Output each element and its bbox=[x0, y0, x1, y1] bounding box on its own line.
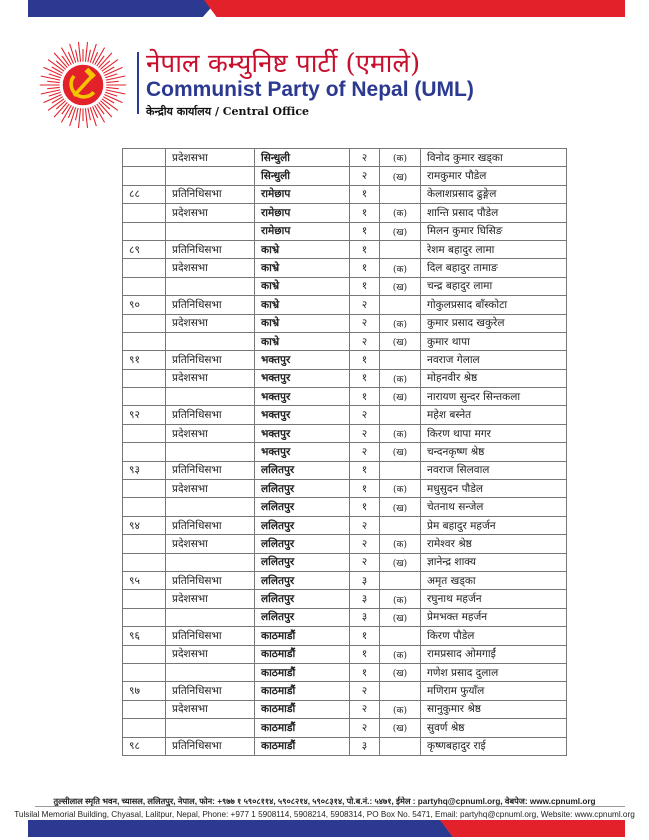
candidate-name: नवराज सिलवाल bbox=[421, 461, 567, 479]
row-number: ९३ bbox=[123, 461, 166, 479]
sub-constituency bbox=[380, 351, 421, 369]
sun-ray bbox=[97, 56, 104, 66]
assembly-type: प्रदेशसभा bbox=[166, 204, 255, 222]
row-number bbox=[123, 480, 166, 498]
constituency: १ bbox=[350, 369, 380, 387]
candidate-name: कुमार प्रसाद खकुरेल bbox=[421, 314, 567, 332]
candidate-name: दिल बहादुर तामाङ bbox=[421, 259, 567, 277]
sub-constituency: (ख) bbox=[380, 608, 421, 626]
bottom-blue-band bbox=[28, 820, 453, 837]
sub-constituency: (ख) bbox=[380, 719, 421, 737]
district: सिन्धुली bbox=[255, 149, 350, 167]
district: काठमाडौं bbox=[255, 645, 350, 663]
constituency: २ bbox=[350, 516, 380, 534]
constituency: ३ bbox=[350, 608, 380, 626]
sub-constituency: (क) bbox=[380, 535, 421, 553]
row-number bbox=[123, 314, 166, 332]
top-blue-band bbox=[28, 0, 218, 17]
sun-ray bbox=[106, 87, 119, 88]
table-row bbox=[123, 480, 567, 498]
sub-constituency: (क) bbox=[380, 369, 421, 387]
sub-constituency bbox=[380, 516, 421, 534]
table-row bbox=[123, 259, 567, 277]
candidate-name: गणेश प्रसाद दुलाल bbox=[421, 663, 567, 681]
constituency: २ bbox=[350, 406, 380, 424]
assembly-type: प्रतिनिधिसभा bbox=[166, 351, 255, 369]
assembly-type bbox=[166, 719, 255, 737]
candidate-name: चन्द्र बहादुर लामा bbox=[421, 277, 567, 295]
candidate-name: मोहनवीर श्रेष्ठ bbox=[421, 369, 567, 387]
candidate-name: सानुकुमार श्रेष्ठ bbox=[421, 700, 567, 718]
candidate-name: रघुनाथ महर्जन bbox=[421, 590, 567, 608]
district: काभ्रे bbox=[255, 296, 350, 314]
assembly-type: प्रदेशसभा bbox=[166, 369, 255, 387]
district: रामेछाप bbox=[255, 204, 350, 222]
district: काभ्रे bbox=[255, 314, 350, 332]
constituency: २ bbox=[350, 332, 380, 350]
table-row bbox=[123, 388, 567, 406]
sub-constituency bbox=[380, 240, 421, 258]
assembly-type bbox=[166, 498, 255, 516]
assembly-type bbox=[166, 443, 255, 461]
sub-constituency: (क) bbox=[380, 645, 421, 663]
candidate-name: प्रेम बहादुर महर्जन bbox=[421, 516, 567, 534]
party-name-nepali: नेपाल कम्युनिष्ट पार्टी (एमाले) bbox=[146, 49, 421, 79]
candidate-name: विनोद कुमार खड्का bbox=[421, 149, 567, 167]
row-number: ९० bbox=[123, 296, 166, 314]
assembly-type: प्रदेशसभा bbox=[166, 149, 255, 167]
row-number bbox=[123, 149, 166, 167]
constituency: २ bbox=[350, 443, 380, 461]
district: ललितपुर bbox=[255, 590, 350, 608]
constituency: २ bbox=[350, 296, 380, 314]
table-row bbox=[123, 222, 567, 240]
assembly-type: प्रतिनिधिसभा bbox=[166, 185, 255, 203]
district: काठमाडौं bbox=[255, 700, 350, 718]
constituency: २ bbox=[350, 167, 380, 185]
sub-constituency bbox=[380, 185, 421, 203]
party-name-english: Communist Party of Nepal (UML) bbox=[146, 78, 474, 101]
sub-constituency: (क) bbox=[380, 204, 421, 222]
constituency: २ bbox=[350, 553, 380, 571]
district: काभ्रे bbox=[255, 240, 350, 258]
constituency: १ bbox=[350, 388, 380, 406]
row-number bbox=[123, 645, 166, 663]
assembly-type bbox=[166, 663, 255, 681]
district: काठमाडौं bbox=[255, 627, 350, 645]
district: काठमाडौं bbox=[255, 682, 350, 700]
candidate-name: कुमार थापा bbox=[421, 332, 567, 350]
constituency: १ bbox=[350, 663, 380, 681]
assembly-type bbox=[166, 222, 255, 240]
assembly-type: प्रदेशसभा bbox=[166, 535, 255, 553]
row-number bbox=[123, 663, 166, 681]
sun-ray bbox=[76, 50, 79, 62]
candidate-name: चन्दनकृष्ण श्रेष्ठ bbox=[421, 443, 567, 461]
row-number bbox=[123, 590, 166, 608]
assembly-type bbox=[166, 332, 255, 350]
sun-ray bbox=[85, 108, 87, 128]
candidate-name: मधुसुदन पौडेल bbox=[421, 480, 567, 498]
table-row bbox=[123, 498, 567, 516]
sun-ray bbox=[56, 101, 65, 109]
row-number bbox=[123, 553, 166, 571]
district: सिन्धुली bbox=[255, 167, 350, 185]
candidate-name: नारायण सुन्दर सिन्तकला bbox=[421, 388, 567, 406]
row-number: ९७ bbox=[123, 682, 166, 700]
constituency: १ bbox=[350, 351, 380, 369]
district: रामेछाप bbox=[255, 185, 350, 203]
sub-constituency: (ख) bbox=[380, 388, 421, 406]
constituency: ३ bbox=[350, 571, 380, 589]
constituency: १ bbox=[350, 480, 380, 498]
table-row bbox=[123, 332, 567, 350]
table-row bbox=[123, 645, 567, 663]
table-row bbox=[123, 535, 567, 553]
assembly-type: प्रदेशसभा bbox=[166, 259, 255, 277]
row-number bbox=[123, 332, 166, 350]
constituency: १ bbox=[350, 204, 380, 222]
candidate-name: मणिराम फुयाँल bbox=[421, 682, 567, 700]
assembly-type: प्रदेशसभा bbox=[166, 590, 255, 608]
sub-constituency: (ख) bbox=[380, 443, 421, 461]
district: काठमाडौं bbox=[255, 737, 350, 755]
footer-divider bbox=[35, 806, 625, 807]
table-row bbox=[123, 240, 567, 258]
constituency: १ bbox=[350, 627, 380, 645]
table-row bbox=[123, 516, 567, 534]
row-number: ९६ bbox=[123, 627, 166, 645]
district: काठमाडौं bbox=[255, 719, 350, 737]
table-row bbox=[123, 406, 567, 424]
sub-constituency: (ख) bbox=[380, 277, 421, 295]
sun-ray bbox=[78, 108, 80, 128]
constituency: २ bbox=[350, 149, 380, 167]
sub-constituency: (क) bbox=[380, 149, 421, 167]
candidate-name: अमृत खड्का bbox=[421, 571, 567, 589]
assembly-type: प्रतिनिधिसभा bbox=[166, 571, 255, 589]
row-number bbox=[123, 443, 166, 461]
sun-ray bbox=[56, 61, 65, 69]
candidate-name: रामेश्वर श्रेष्ठ bbox=[421, 535, 567, 553]
sub-constituency bbox=[380, 627, 421, 645]
row-number: ९४ bbox=[123, 516, 166, 534]
table-row bbox=[123, 149, 567, 167]
row-number: ९८ bbox=[123, 737, 166, 755]
table-row bbox=[123, 682, 567, 700]
table-row bbox=[123, 424, 567, 442]
assembly-type bbox=[166, 167, 255, 185]
district: भक्तपुर bbox=[255, 388, 350, 406]
sun-ray bbox=[70, 107, 76, 126]
row-number bbox=[123, 388, 166, 406]
assembly-type: प्रतिनिधिसभा bbox=[166, 682, 255, 700]
assembly-type: प्रदेशसभा bbox=[166, 424, 255, 442]
constituency: १ bbox=[350, 240, 380, 258]
row-number: ८८ bbox=[123, 185, 166, 203]
sun-ray bbox=[85, 42, 87, 62]
row-number bbox=[123, 608, 166, 626]
top-red-band bbox=[204, 0, 625, 17]
district: भक्तपुर bbox=[255, 424, 350, 442]
table-row bbox=[123, 663, 567, 681]
constituency: १ bbox=[350, 277, 380, 295]
constituency: १ bbox=[350, 461, 380, 479]
candidate-name: नवराज गेलाल bbox=[421, 351, 567, 369]
constituency: २ bbox=[350, 719, 380, 737]
candidate-name: सुवर्ण श्रेष्ठ bbox=[421, 719, 567, 737]
constituency: २ bbox=[350, 700, 380, 718]
district: ललितपुर bbox=[255, 571, 350, 589]
sub-constituency: (ख) bbox=[380, 498, 421, 516]
header-divider bbox=[137, 52, 139, 114]
bottom-red-band bbox=[440, 820, 625, 837]
row-number bbox=[123, 719, 166, 737]
sub-constituency: (ख) bbox=[380, 553, 421, 571]
row-number bbox=[123, 700, 166, 718]
sub-constituency: (ख) bbox=[380, 332, 421, 350]
constituency: १ bbox=[350, 259, 380, 277]
table-row bbox=[123, 737, 567, 755]
district: ललितपुर bbox=[255, 480, 350, 498]
assembly-type: प्रदेशसभा bbox=[166, 645, 255, 663]
district: भक्तपुर bbox=[255, 443, 350, 461]
sun-ray bbox=[90, 107, 96, 126]
sun-ray bbox=[47, 87, 60, 88]
district: भक्तपुर bbox=[255, 369, 350, 387]
candidate-name: रामकुमार पौडेल bbox=[421, 167, 567, 185]
table-row bbox=[123, 608, 567, 626]
table-row bbox=[123, 185, 567, 203]
district: ललितपुर bbox=[255, 461, 350, 479]
candidate-name: ज्ञानेन्द्र शाक्य bbox=[421, 553, 567, 571]
table-row bbox=[123, 204, 567, 222]
party-emblem-logo bbox=[38, 40, 128, 130]
table-row bbox=[123, 627, 567, 645]
constituency: १ bbox=[350, 222, 380, 240]
table-row bbox=[123, 277, 567, 295]
constituency: १ bbox=[350, 645, 380, 663]
sub-constituency: (क) bbox=[380, 700, 421, 718]
district: भक्तपुर bbox=[255, 406, 350, 424]
candidate-name: मिलन कुमार घिसिङ bbox=[421, 222, 567, 240]
table-row bbox=[123, 296, 567, 314]
district: काभ्रे bbox=[255, 259, 350, 277]
candidate-name: किरण पौडेल bbox=[421, 627, 567, 645]
row-number: ९२ bbox=[123, 406, 166, 424]
district: रामेछाप bbox=[255, 222, 350, 240]
district: काठमाडौं bbox=[255, 663, 350, 681]
sub-constituency: (क) bbox=[380, 314, 421, 332]
assembly-type: प्रतिनिधिसभा bbox=[166, 516, 255, 534]
district: ललितपुर bbox=[255, 535, 350, 553]
district: ललितपुर bbox=[255, 498, 350, 516]
sun-ray bbox=[97, 104, 104, 114]
central-office-label: केन्द्रीय कार्यालय / Central Office bbox=[146, 105, 310, 118]
assembly-type: प्रतिनिधिसभा bbox=[166, 240, 255, 258]
sun-ray bbox=[106, 81, 119, 82]
constituency: ३ bbox=[350, 590, 380, 608]
sub-constituency: (ख) bbox=[380, 663, 421, 681]
row-number bbox=[123, 204, 166, 222]
table-row bbox=[123, 719, 567, 737]
row-number bbox=[123, 424, 166, 442]
constituency: २ bbox=[350, 535, 380, 553]
constituency: १ bbox=[350, 498, 380, 516]
candidate-table bbox=[122, 148, 567, 756]
district: काभ्रे bbox=[255, 277, 350, 295]
table-row bbox=[123, 369, 567, 387]
district: ललितपुर bbox=[255, 608, 350, 626]
table-row bbox=[123, 351, 567, 369]
table-row bbox=[123, 443, 567, 461]
candidate-name: केलाशप्रसाद ढुङ्गेल bbox=[421, 185, 567, 203]
sub-constituency bbox=[380, 461, 421, 479]
sub-constituency: (क) bbox=[380, 424, 421, 442]
row-number bbox=[123, 259, 166, 277]
sun-ray bbox=[70, 44, 76, 63]
row-number: ८९ bbox=[123, 240, 166, 258]
assembly-type: प्रदेशसभा bbox=[166, 700, 255, 718]
candidate-name: रेशम बहादुर लामा bbox=[421, 240, 567, 258]
row-number: ९५ bbox=[123, 571, 166, 589]
row-number bbox=[123, 277, 166, 295]
district: भक्तपुर bbox=[255, 351, 350, 369]
assembly-type bbox=[166, 277, 255, 295]
constituency: ३ bbox=[350, 737, 380, 755]
sun-ray bbox=[88, 108, 91, 120]
candidate-name: महेश बस्नेत bbox=[421, 406, 567, 424]
sub-constituency bbox=[380, 571, 421, 589]
assembly-type bbox=[166, 608, 255, 626]
sub-constituency: (क) bbox=[380, 590, 421, 608]
assembly-type: प्रतिनिधिसभा bbox=[166, 296, 255, 314]
district: ललितपुर bbox=[255, 553, 350, 571]
sub-constituency bbox=[380, 682, 421, 700]
sun-ray bbox=[62, 56, 69, 66]
sun-ray bbox=[90, 44, 96, 63]
candidate-name: रामप्रसाद ओमगाईं bbox=[421, 645, 567, 663]
assembly-type: प्रदेशसभा bbox=[166, 314, 255, 332]
sun-ray bbox=[62, 104, 69, 114]
sun-ray bbox=[100, 101, 109, 109]
table-row bbox=[123, 590, 567, 608]
sun-ray bbox=[76, 108, 79, 120]
table-row bbox=[123, 167, 567, 185]
assembly-type: प्रतिनिधिसभा bbox=[166, 461, 255, 479]
assembly-type: प्रतिनिधिसभा bbox=[166, 406, 255, 424]
assembly-type bbox=[166, 553, 255, 571]
table-row bbox=[123, 314, 567, 332]
sub-constituency: (ख) bbox=[380, 167, 421, 185]
row-number bbox=[123, 498, 166, 516]
sub-constituency bbox=[380, 296, 421, 314]
table-row bbox=[123, 700, 567, 718]
assembly-type: प्रतिनिधिसभा bbox=[166, 737, 255, 755]
row-number bbox=[123, 222, 166, 240]
table-row bbox=[123, 571, 567, 589]
candidate-name: कृष्णबहादुर राई bbox=[421, 737, 567, 755]
assembly-type: प्रतिनिधिसभा bbox=[166, 627, 255, 645]
candidate-name: चेतनाथ सन्जेल bbox=[421, 498, 567, 516]
candidate-name: प्रेमभक्त महर्जन bbox=[421, 608, 567, 626]
footer-address-nepali: तुल्सीलाल स्मृति भवन, च्यासल, ललितपुर, नेपाल, फोन: +९७७ १ ५९०८११४, ५९०८२१४, ५९०८३१४, पो.ब.नं.: ५४७१, ईमेल : partyhq@cpnuml.org, वेबपेज: www.cpnuml.org bbox=[53, 797, 596, 806]
sub-constituency: (क) bbox=[380, 480, 421, 498]
constituency: १ bbox=[350, 185, 380, 203]
row-number: ९१ bbox=[123, 351, 166, 369]
sun-ray bbox=[100, 61, 109, 69]
assembly-type bbox=[166, 388, 255, 406]
candidate-name: गोकुलप्रसाद बाँस्कोटा bbox=[421, 296, 567, 314]
footer-address-english: Tulsilal Memorial Building, Chyasal, Lalitpur, Nepal, Phone: +977 1 5908114, 5908214, 5908314, PO Box No. 5471, Email: partyhq@cpnuml.org, Website: www.cpnuml.org bbox=[14, 810, 635, 819]
sun-ray bbox=[47, 81, 60, 82]
sub-constituency: (ख) bbox=[380, 222, 421, 240]
district: काभ्रे bbox=[255, 332, 350, 350]
row-number bbox=[123, 167, 166, 185]
assembly-type: प्रदेशसभा bbox=[166, 480, 255, 498]
constituency: २ bbox=[350, 424, 380, 442]
sub-constituency bbox=[380, 406, 421, 424]
table-row bbox=[123, 461, 567, 479]
constituency: २ bbox=[350, 314, 380, 332]
table-row bbox=[123, 553, 567, 571]
row-number bbox=[123, 369, 166, 387]
row-number bbox=[123, 535, 166, 553]
constituency: २ bbox=[350, 682, 380, 700]
candidate-name: किरण थापा मगर bbox=[421, 424, 567, 442]
sub-constituency bbox=[380, 737, 421, 755]
district: ललितपुर bbox=[255, 516, 350, 534]
sub-constituency: (क) bbox=[380, 259, 421, 277]
candidate-name: शान्ति प्रसाद पौडेल bbox=[421, 204, 567, 222]
sun-ray bbox=[78, 42, 80, 62]
sun-ray bbox=[88, 50, 91, 62]
